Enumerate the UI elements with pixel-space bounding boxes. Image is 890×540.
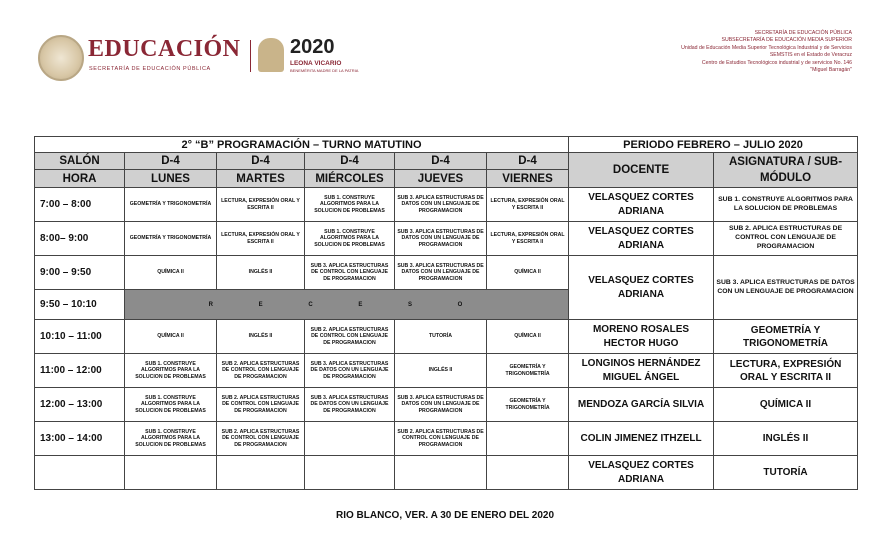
class-cell [305, 422, 395, 456]
teacher-name: MORENO ROSALES HECTOR HUGO [569, 320, 714, 354]
subject-name: INGLÉS II [714, 422, 858, 456]
room-cell: D-4 [395, 153, 487, 170]
asignatura-header: ASIGNATURA / SUB-MÓDULO [714, 153, 858, 188]
class-cell: GEOMETRÍA Y TRIGONOMETRÍA [487, 354, 569, 388]
class-cell: SUB 3. APLICA ESTRUCTURAS DE DATOS CON UN LENGUAJE DE PROGRAMACION [305, 388, 395, 422]
class-cell: SUB 2. APLICA ESTRUCTURAS DE CONTROL CON LENGUAJE DE PROGRAMACION [305, 320, 395, 354]
class-cell: LECTURA, EXPRESIÓN ORAL Y ESCRITA II [487, 222, 569, 256]
time-cell: 11:00 – 12:00 [35, 354, 125, 388]
subject-name: SUB 2. APLICA ESTRUCTURAS DE CONTROL CON LENGUAJE DE PROGRAMACION [714, 222, 858, 256]
class-cell: INGLÉS II [217, 320, 305, 354]
period-title: PERIODO FEBRERO – JULIO 2020 [569, 137, 858, 153]
schedule-row [35, 256, 858, 290]
schedule-row [35, 422, 858, 456]
class-cell: INGLÉS II [395, 354, 487, 388]
class-cell [305, 456, 395, 490]
class-cell [395, 456, 487, 490]
class-cell: SUB 1. CONSTRUYE ALGORITMOS PARA LA SOLUCION DE PROBLEMAS [125, 422, 217, 456]
logo-year: 2020 [290, 36, 335, 58]
class-cell: QUÍMICA II [125, 320, 217, 354]
schedule-row [35, 222, 858, 256]
day-cell: MIÉRCOLES [305, 170, 395, 188]
room-cell: D-4 [305, 153, 395, 170]
class-cell: SUB 3. APLICA ESTRUCTURAS DE DATOS CON UN LENGUAJE DE PROGRAMACION [395, 256, 487, 290]
class-cell [217, 456, 305, 490]
class-cell: SUB 2. APLICA ESTRUCTURAS DE CONTROL CON LENGUAJE DE PROGRAMACION [395, 422, 487, 456]
logo-educacion: EDUCACIÓN [88, 36, 241, 62]
class-cell: SUB 3. APLICA ESTRUCTURAS DE DATOS CON UN LENGUAJE DE PROGRAMACION [305, 354, 395, 388]
logo-year-name: LEONA VICARIO [290, 60, 342, 67]
class-cell: SUB 3. APLICA ESTRUCTURAS DE DATOS CON UN LENGUAJE DE PROGRAMACION [395, 188, 487, 222]
subject-name: SUB 1. CONSTRUYE ALGORITMOS PARA LA SOLUCION DE PROBLEMAS [714, 188, 858, 222]
class-cell [487, 422, 569, 456]
logo-divider [250, 40, 251, 72]
subject-name: GEOMETRÍA Y TRIGONOMETRÍA [714, 320, 858, 354]
schedule-row [35, 320, 858, 354]
group-title: 2° “B” PROGRAMACIÓN – TURNO MATUTINO [35, 137, 569, 153]
time-cell: 7:00 – 8:00 [35, 188, 125, 222]
schedule-row [35, 456, 858, 490]
hora-label: HORA [35, 170, 125, 188]
class-cell: LECTURA, EXPRESIÓN ORAL Y ESCRITA II [217, 188, 305, 222]
class-cell: SUB 1. CONSTRUYE ALGORITMOS PARA LA SOLUCION DE PROBLEMAS [125, 354, 217, 388]
class-cell: SUB 1. CONSTRUYE ALGORITMOS PARA LA SOLUCION DE PROBLEMAS [305, 222, 395, 256]
schedule-row [35, 188, 858, 222]
room-cell: D-4 [217, 153, 305, 170]
teacher-name: MENDOZA GARCÍA SILVIA [569, 388, 714, 422]
time-cell: 8:00– 9:00 [35, 222, 125, 256]
logo-year-subtitle: BENEMÉRITA MADRE DE LA PATRIA [290, 68, 359, 73]
room-row [35, 153, 858, 170]
institution-line: "Miguel Barragán" [810, 67, 852, 74]
title-row [35, 137, 858, 153]
time-cell [35, 456, 125, 490]
logo-educacion-subtitle: SECRETARÍA DE EDUCACIÓN PÚBLICA [89, 66, 211, 72]
teacher-name: VELASQUEZ CORTES ADRIANA [569, 456, 714, 490]
institution-line: Unidad de Educación Media Superior Tecnológica Industrial y de Servicios [681, 44, 852, 51]
subject-name: SUB 3. APLICA ESTRUCTURAS DE DATOS CON UN LENGUAJE DE PROGRAMACION [714, 256, 858, 320]
class-cell: SUB 2. APLICA ESTRUCTURAS DE CONTROL CON LENGUAJE DE PROGRAMACION [217, 422, 305, 456]
time-cell: 9:50 – 10:10 [35, 290, 125, 320]
subject-name: TUTORÍA [714, 456, 858, 490]
class-cell [125, 456, 217, 490]
time-cell: 13:00 – 14:00 [35, 422, 125, 456]
institution-line: Centro de Estudios Tecnológicos industrial y de servicios No. 146 [701, 59, 852, 66]
institution-info [681, 30, 852, 74]
class-cell: SUB 3. APLICA ESTRUCTURAS DE CONTROL CON LENGUAJE DE PROGRAMACION [305, 256, 395, 290]
recess-cell: R E C E S O [125, 290, 569, 320]
time-cell: 10:10 – 11:00 [35, 320, 125, 354]
institution-line: SEMSTIS en el Estado de Veracruz [769, 52, 852, 59]
day-cell: MARTES [217, 170, 305, 188]
class-cell: QUÍMICA II [125, 256, 217, 290]
schedule-row [35, 354, 858, 388]
class-cell: GEOMETRÍA Y TRIGONOMETRÍA [125, 222, 217, 256]
class-cell: SUB 3. APLICA ESTRUCTURAS DE DATOS CON UN LENGUAJE DE PROGRAMACION [395, 388, 487, 422]
class-cell: LECTURA, EXPRESIÓN ORAL Y ESCRITA II [217, 222, 305, 256]
institution-line: SECRETARÍA DE EDUCACIÓN PÚBLICA [754, 30, 852, 36]
document-footer: RIO BLANCO, VER. A 30 DE ENERO DEL 2020 [335, 510, 555, 521]
teacher-name: VELASQUEZ CORTES ADRIANA [569, 256, 714, 320]
class-cell: INGLÉS II [217, 256, 305, 290]
docente-header: DOCENTE [569, 153, 714, 188]
class-cell: LECTURA, EXPRESIÓN ORAL Y ESCRITA II [487, 188, 569, 222]
day-cell: LUNES [125, 170, 217, 188]
leona-vicario-portrait-icon [258, 38, 284, 72]
class-cell: SUB 2. APLICA ESTRUCTURAS DE CONTROL CON LENGUAJE DE PROGRAMACION [217, 388, 305, 422]
day-cell: JUEVES [395, 170, 487, 188]
room-cell: D-4 [125, 153, 217, 170]
class-cell: SUB 3. APLICA ESTRUCTURAS DE DATOS CON UN LENGUAJE DE PROGRAMACION [395, 222, 487, 256]
class-cell: QUÍMICA II [487, 256, 569, 290]
class-cell: GEOMETRÍA Y TRIGONOMETRÍA [125, 188, 217, 222]
document-header [0, 0, 890, 120]
teacher-name: VELASQUEZ CORTES ADRIANA [569, 222, 714, 256]
day-cell: VIERNES [487, 170, 569, 188]
room-cell: D-4 [487, 153, 569, 170]
teacher-name: COLIN JIMENEZ ITHZELL [569, 422, 714, 456]
class-cell: QUÍMICA II [487, 320, 569, 354]
salon-label: SALÓN [35, 153, 125, 170]
schedule-row [35, 388, 858, 422]
teacher-name: LONGINOS HERNÁNDEZ MIGUEL ÁNGEL [569, 354, 714, 388]
class-cell: TUTORÍA [395, 320, 487, 354]
time-cell: 9:00 – 9:50 [35, 256, 125, 290]
mexico-seal-icon [38, 35, 84, 81]
time-cell: 12:00 – 13:00 [35, 388, 125, 422]
class-cell: SUB 2. APLICA ESTRUCTURAS DE CONTROL CON LENGUAJE DE PROGRAMACION [217, 354, 305, 388]
class-cell: SUB 1. CONSTRUYE ALGORITMOS PARA LA SOLUCION DE PROBLEMAS [305, 188, 395, 222]
subject-name: QUÍMICA II [714, 388, 858, 422]
class-cell [487, 456, 569, 490]
class-cell: GEOMETRÍA Y TRIGONOMETRÍA [487, 388, 569, 422]
schedule-table [34, 136, 858, 490]
class-cell: SUB 1. CONSTRUYE ALGORITMOS PARA LA SOLUCION DE PROBLEMAS [125, 388, 217, 422]
subject-name: LECTURA, EXPRESIÓN ORAL Y ESCRITA II [714, 354, 858, 388]
institution-line: SUBSECRETARÍA DE EDUCACIÓN MEDIA SUPERIOR [721, 37, 852, 44]
teacher-name: VELASQUEZ CORTES ADRIANA [569, 188, 714, 222]
